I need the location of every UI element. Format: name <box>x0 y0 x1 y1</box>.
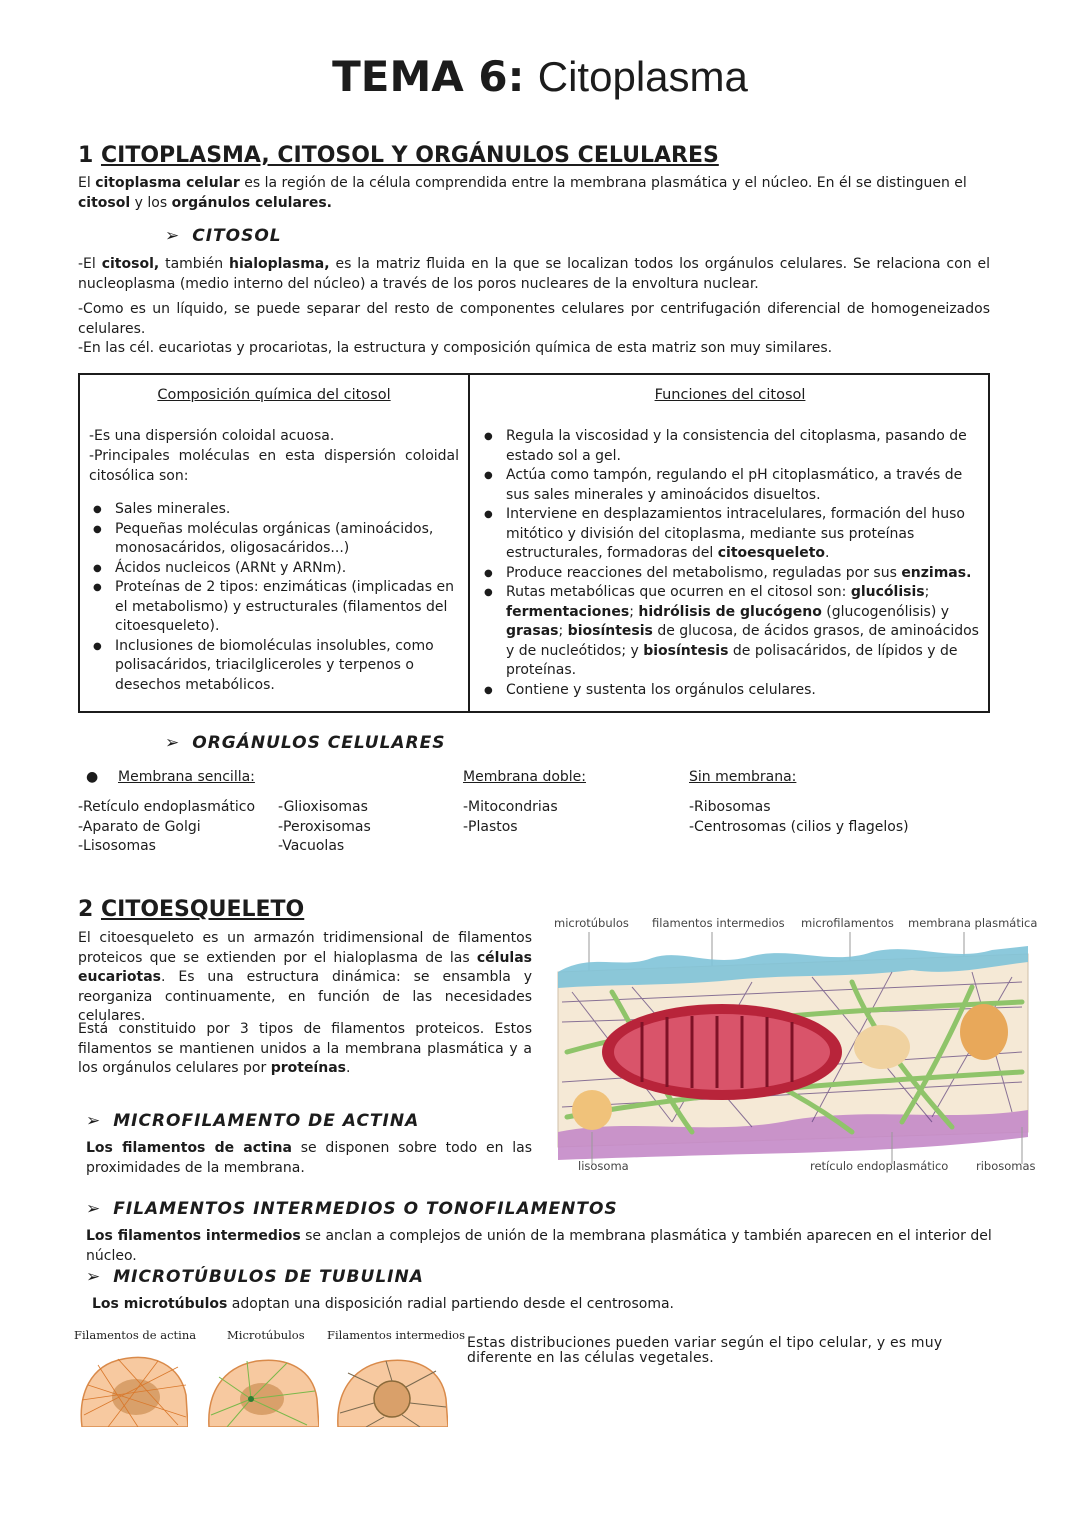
actina-heading-text: MICROFILAMENTO DE ACTINA <box>113 1111 420 1131</box>
list-item: ● Actúa como tampón, regulando el pH citoplasmático, a través de sus sales minerales y aminoácidos disueltos. <box>480 466 980 505</box>
bullet-dot-icon: ● <box>86 769 99 785</box>
list-item: ● Produce reacciones del metabolismo, reguladas por sus enzimas. <box>480 564 980 584</box>
tubulina-heading <box>86 1267 424 1287</box>
arrow-icon: ➢ <box>165 226 181 246</box>
sin-membrana-list <box>689 798 909 837</box>
tubulina-text: Los microtúbulos adoptan una disposición radial partiendo desde el centrosoma. <box>92 1296 675 1312</box>
list-item: ● Regula la viscosidad y la consistencia del citoplasma, pasando de estado sol a gel. <box>480 427 980 466</box>
composition-list <box>89 500 457 695</box>
list-item: -Glioxisomas <box>278 799 368 815</box>
organulos-heading-text: ORGÁNULOS CELULARES <box>192 733 446 753</box>
intermedios-heading <box>86 1199 618 1219</box>
section2-heading-text: CITOESQUELETO <box>100 897 305 922</box>
intermedios-text: Los filamentos intermedios se anclan a complejos de unión de la membrana plasmática y también aparecen en el interior del núcleo. <box>86 1228 992 1264</box>
list-item: ● Rutas metabólicas que ocurren en el citosol son: glucólisis; fermentaciones; hidrólisis de glucógeno (glucogenólisis) y grasas; biosíntesis de glucosa, de ácidos grasos, de aminoácidos y de nucleótidos; y biosíntesis de polisacáridos, de lípidos y de proteínas. <box>480 583 980 681</box>
title-rest: Citoplasma <box>537 53 748 100</box>
list-item: ● Proteínas de 2 tipos: enzimáticas (implicadas en el metabolismo) y estructurales (filamentos del citoesqueleto). <box>89 578 457 637</box>
arrow-icon: ➢ <box>86 1199 102 1219</box>
table-left-title: Composición química del citosol <box>157 387 391 403</box>
actina-heading <box>86 1111 419 1131</box>
section2-number: 2 <box>78 897 94 922</box>
citosol-paragraph-1: -El citosol, también hialoplasma, es la matriz fluida en la que se localizan todos los orgánulos celulares. Se relaciona con el nucleoplasma (medio interno del núcleo) a través de los poros nucleares de la envoltura nuclear. <box>78 256 990 292</box>
closing-text: Estas distribuciones pueden variar según el tipo celular, y es muy diferente en las células vegetales. <box>467 1335 943 1366</box>
fig-label-actina: Filamentos de actina <box>74 1328 197 1342</box>
list-item: -Plastos <box>463 818 518 835</box>
label-microfilamentos: microfilamentos <box>801 916 894 930</box>
list-item: -Peroxisomas <box>278 818 371 835</box>
citosol-heading <box>165 226 282 246</box>
citoesqueleto-paragraph-2: Está constituido por 3 tipos de filamentos proteicos. Estos filamentos se mantienen unidos a la membrana plasmática y a los orgánulos celulares por proteínas. <box>78 1021 532 1076</box>
list-item: -Centrosomas (cilios y flagelos) <box>689 818 909 835</box>
section1-heading-text: CITOPLASMA, CITOSOL Y ORGÁNULOS CELULARES <box>100 143 719 168</box>
tubulina-heading-text: MICROTÚBULOS DE TUBULINA <box>113 1267 424 1287</box>
list-item: -Retículo endoplasmático <box>78 799 256 815</box>
actin-cell-diagram <box>78 1355 188 1427</box>
list-item: ● Ácidos nucleicos (ARNt y ARNm). <box>89 559 457 579</box>
membrana-sencilla-col1 <box>78 798 255 857</box>
membrana-sencilla-col2 <box>278 798 371 857</box>
arrow-icon: ➢ <box>86 1111 102 1131</box>
label-microtubulos: microtúbulos <box>554 916 629 930</box>
table-left-line1: -Es una dispersión coloidal acuosa. <box>89 428 335 444</box>
list-item: -Aparato de Golgi <box>78 818 201 835</box>
section1-intro: El citoplasma celular es la región de la célula comprendida entre la membrana plasmática y el núcleo. En él se distinguen el citosol y los orgánulos celulares. <box>78 175 967 211</box>
label-ribosomas: ribosomas <box>976 1159 1036 1173</box>
intermediate-filament-cell-diagram <box>336 1355 448 1427</box>
label-filamentos-intermedios: filamentos intermedios <box>652 916 785 930</box>
list-item: ● Sales minerales. <box>89 500 457 520</box>
list-item: ● Pequeñas moléculas orgánicas (aminoácidos, monosacáridos, oligosacáridos...) <box>89 520 457 559</box>
membrana-sencilla-label: Membrana sencilla: <box>118 769 255 785</box>
section1-number: 1 <box>78 143 94 168</box>
membrana-doble-list <box>463 798 558 837</box>
list-item: ● Contiene y sustenta los orgánulos celulares. <box>480 681 980 701</box>
section2-heading <box>78 897 304 922</box>
cytoskeleton-illustration <box>552 932 1032 1164</box>
list-item: ● Interviene en desplazamientos intracelulares, formación del huso mitótico y división del citoplasma, mediante sus proteínas estructurales, formadoras del citoesqueleto. <box>480 505 980 564</box>
label-membrana-plasmatica: membrana plasmática <box>908 916 1038 930</box>
table-right-title: Funciones del citosol <box>654 387 806 403</box>
cytoskeleton-figure <box>552 910 1038 1175</box>
list-item: -Ribosomas <box>689 799 771 815</box>
list-item: -Vacuolas <box>278 838 345 854</box>
section1-heading <box>78 143 719 168</box>
list-item: ● Inclusiones de biomoléculas insolubles, como polisacáridos, triacilgliceroles y terpenos o desechos metabólicos. <box>89 637 457 696</box>
membrana-doble-label: Membrana doble: <box>463 769 587 785</box>
table-left-line2: -Principales moléculas en esta dispersión coloidal citosólica son: <box>89 448 459 484</box>
intermedios-heading-text: FILAMENTOS INTERMEDIOS O TONOFILAMENTOS <box>113 1199 618 1219</box>
label-reticulo: retículo endoplasmático <box>810 1159 949 1173</box>
citosol-paragraph-2: -Como es un líquido, se puede separar del resto de componentes celulares por centrifugación diferencial de homogeneizados celulares. <box>78 301 990 337</box>
fig-label-intermedios: Filamentos intermedios <box>327 1328 465 1342</box>
arrow-icon: ➢ <box>165 733 181 753</box>
citosol-heading-text: CITOSOL <box>192 226 282 246</box>
title-bold: TEMA 6: <box>332 52 525 101</box>
label-lisosoma: lisosoma <box>578 1159 629 1173</box>
organulos-heading <box>165 733 446 753</box>
page-title <box>0 52 1080 101</box>
fig-label-microtubulos: Microtúbulos <box>227 1328 305 1342</box>
citosol-paragraph-3: -En las cél. eucariotas y procariotas, la estructura y composición química de esta matriz son muy similares. <box>78 340 833 356</box>
table-divider <box>468 375 470 711</box>
list-item: -Mitocondrias <box>463 799 558 815</box>
citoesqueleto-paragraph-1: El citoesqueleto es un armazón tridimensional de filamentos proteicos que se extienden por el hialoplasma de las células eucariotas. Es una estructura dinámica: se ensambla y reorganiza continuamente, en función de las necesidades celulares. <box>78 930 532 1024</box>
functions-list <box>480 427 980 700</box>
list-item: -Lisosomas <box>78 838 156 854</box>
citosol-table <box>78 373 990 713</box>
actina-text: Los filamentos de actina se disponen sobre todo en las proximidades de la membrana. <box>86 1140 532 1176</box>
microtubule-cell-diagram <box>207 1355 319 1427</box>
arrow-icon: ➢ <box>86 1267 102 1287</box>
sin-membrana-label: Sin membrana: <box>689 769 797 785</box>
